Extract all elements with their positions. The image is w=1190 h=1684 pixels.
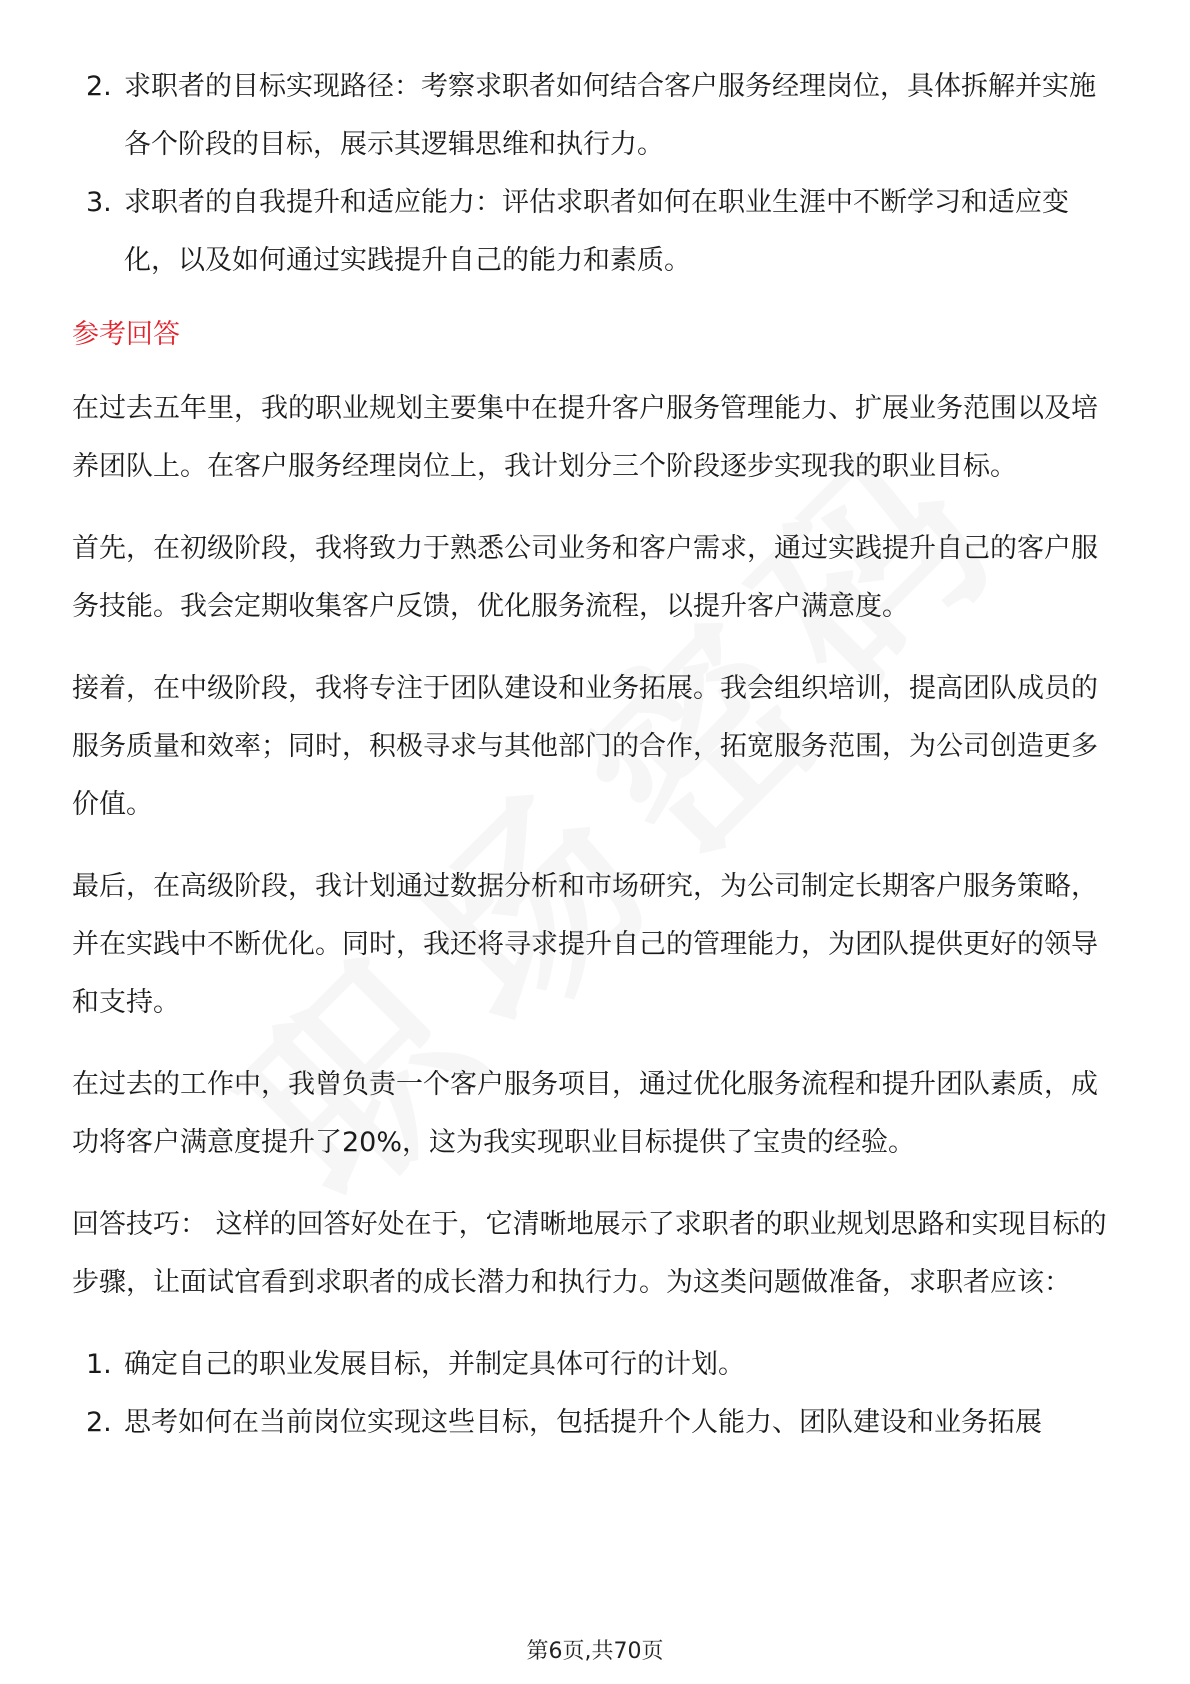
page-content (72, 58, 1122, 1452)
list-item-number: 2. (86, 71, 112, 102)
list-item-text: 求职者的目标实现路径：考察求职者如何结合客户服务经理岗位，具体拆解并实施各个阶段的目标，展示其逻辑思维和执行力。 (124, 71, 1096, 160)
paragraph: 在过去的工作中，我曾负责一个客户服务项目，通过优化服务流程和提升团队素质，成功将客户满意度提升了20%，这为我实现职业目标提供了宝贵的经验。 (72, 1069, 1098, 1158)
section-title: 参考回答 (72, 319, 180, 350)
paragraph: 最后，在高级阶段，我计划通过数据分析和市场研究，为公司制定长期客户服务策略，并在实践中不断优化。同时，我还将寻求提升自己的管理能力，为团队提供更好的领导和支持。 (72, 871, 1098, 1018)
paragraph: 在过去五年里，我的职业规划主要集中在提升客户服务管理能力、扩展业务范围以及培养团队上。在客户服务经理岗位上，我计划分三个阶段逐步实现我的职业目标。 (72, 393, 1098, 482)
list-item-number: 2. (86, 1407, 112, 1438)
list-item-text: 求职者的自我提升和适应能力：评估求职者如何在职业生涯中不断学习和适应变化，以及如何通过实践提升自己的能力和素质。 (124, 187, 1069, 276)
list-item-text: 思考如何在当前岗位实现这些目标，包括提升个人能力、团队建设和业务拓展 (124, 1407, 1042, 1438)
list-item (72, 1394, 1122, 1452)
list-item (72, 58, 1122, 174)
page-footer: 第6页,共70页 (526, 1639, 664, 1664)
tips-list (72, 1336, 1122, 1452)
list-item-text: 确定自己的职业发展目标，并制定具体可行的计划。 (124, 1349, 745, 1380)
list-item-number: 1. (86, 1349, 112, 1380)
list-item (72, 174, 1122, 290)
list-item (72, 1336, 1122, 1394)
list-item-number: 3. (86, 187, 112, 218)
paragraph: 接着，在中级阶段，我将专注于团队建设和业务拓展。我会组织培训，提高团队成员的服务质量和效率；同时，积极寻求与其他部门的合作，拓宽服务范围，为公司创造更多价值。 (72, 673, 1098, 820)
criteria-list (72, 58, 1122, 290)
answer-tips-paragraph: 回答技巧： 这样的回答好处在于，它清晰地展示了求职者的职业规划思路和实现目标的步骤，让面试官看到求职者的成长潜力和执行力。为这类问题做准备，求职者应该： (72, 1209, 1107, 1298)
paragraph: 首先，在初级阶段，我将致力于熟悉公司业务和客户需求，通过实践提升自己的客户服务技能。我会定期收集客户反馈，优化服务流程，以提升客户满意度。 (72, 533, 1098, 622)
